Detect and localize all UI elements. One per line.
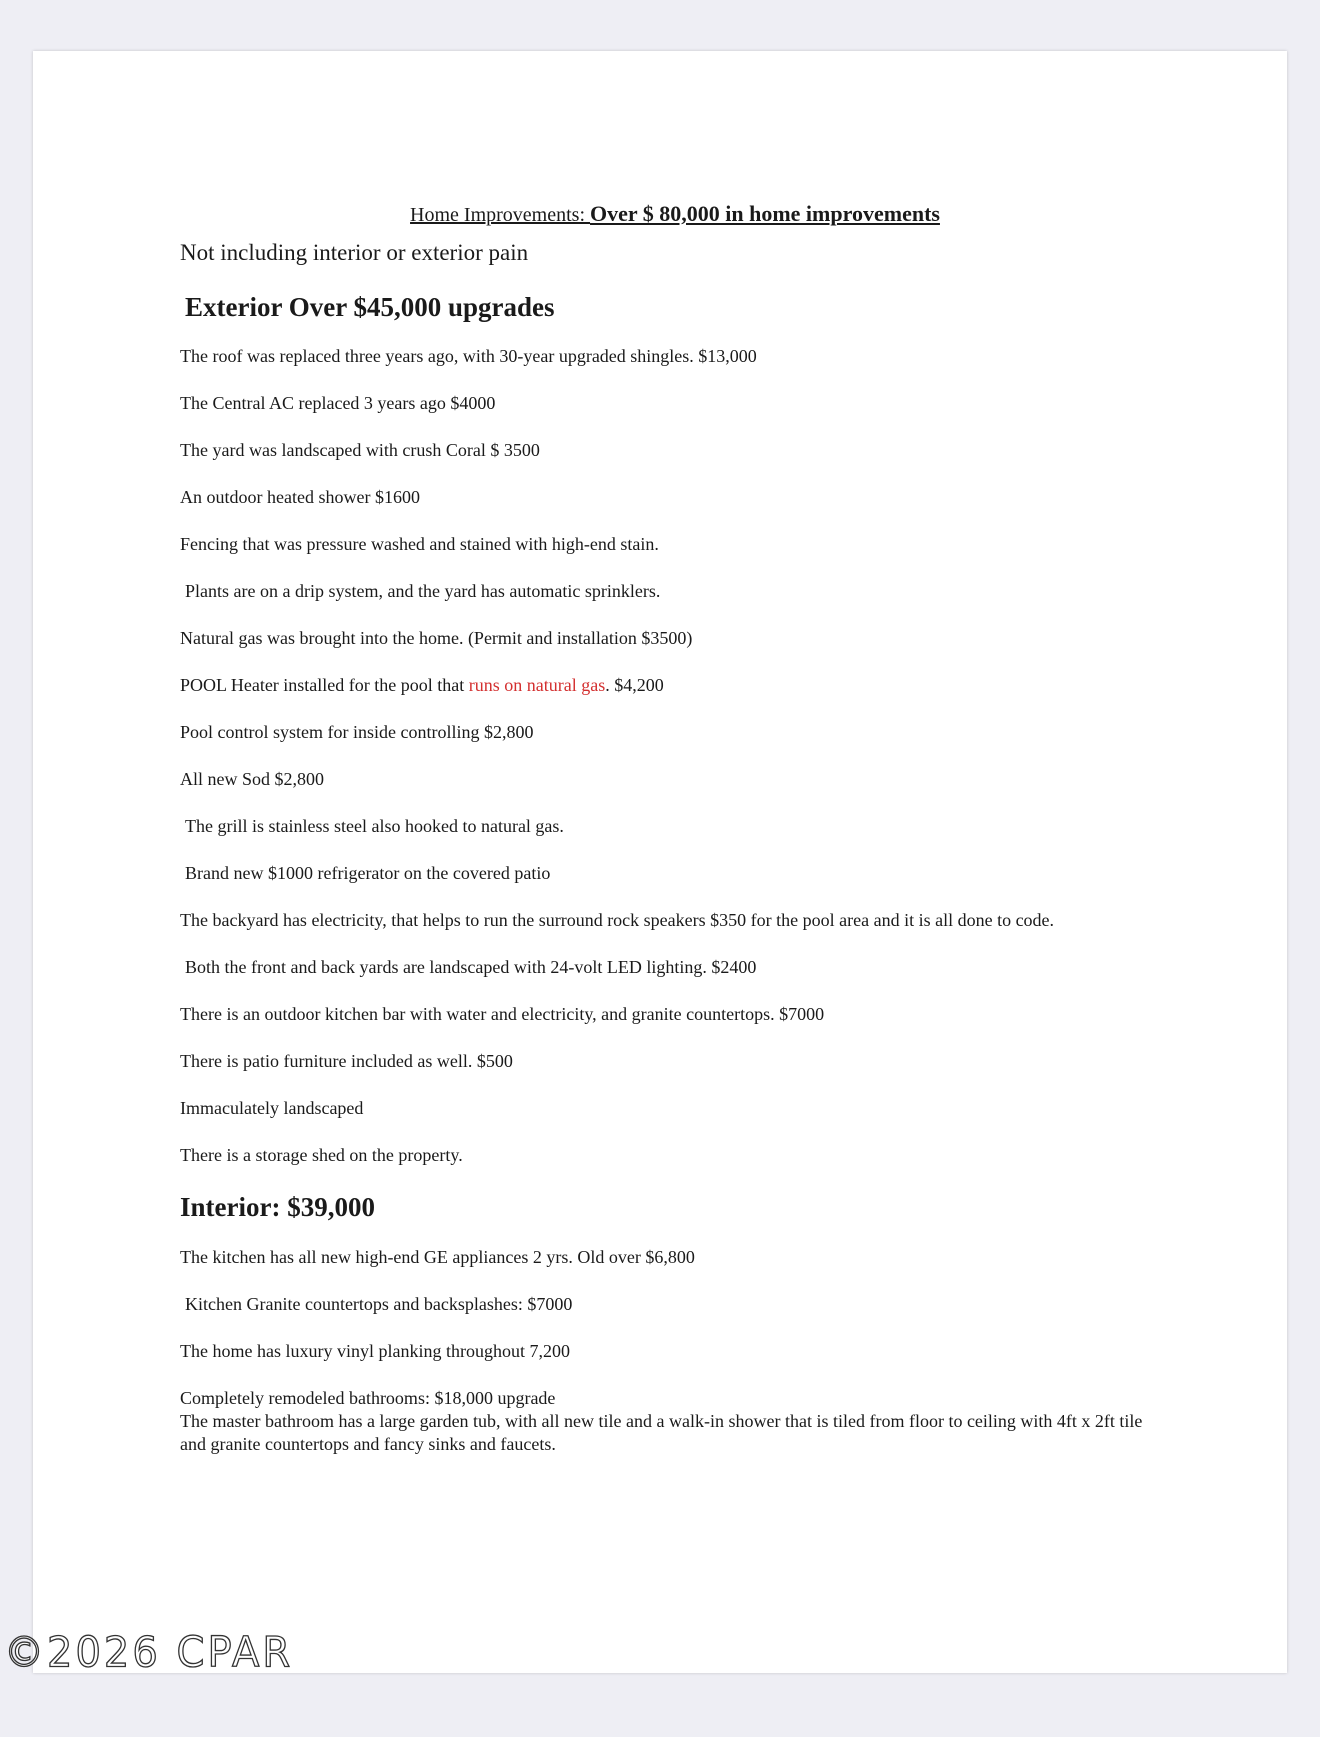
exterior-item-fencing: Fencing that was pressure washed and stained with high-end stain. xyxy=(180,534,659,555)
interior-item-bathrooms: Completely remodeled bathrooms: $18,000 upgrade xyxy=(180,1387,556,1408)
exterior-item-patio-furniture: There is patio furniture included as well. $500 xyxy=(180,1051,513,1072)
exterior-item-outdoor-shower: An outdoor heated shower $1600 xyxy=(180,487,420,508)
interior-item-vinyl: The home has luxury vinyl planking throughout 7,200 xyxy=(180,1340,570,1361)
exterior-item-central-ac: The Central AC replaced 3 years ago $4000 xyxy=(180,393,496,414)
exterior-item-backyard-electricity: The backyard has electricity, that helps to run the surround rock speakers $350 for the pool area and it is all done to code. xyxy=(180,910,1055,931)
exterior-item-outdoor-kitchen: There is an outdoor kitchen bar with water and electricity, and granite countertops. $7000 xyxy=(180,1004,825,1025)
exterior-item-led-lighting: Both the front and back yards are landscaped with 24-volt LED lighting. $2400 xyxy=(185,957,757,978)
exterior-item-sod: All new Sod $2,800 xyxy=(180,769,324,790)
exterior-item-pool-control: Pool control system for inside controlling $2,800 xyxy=(180,722,534,743)
pool-heater-highlight: runs on natural gas xyxy=(468,675,606,696)
exterior-heading: Exterior Over $45,000 upgrades xyxy=(185,291,555,322)
copyright-watermark: ©2026 CPAR xyxy=(4,1628,294,1678)
exterior-item-refrigerator: Brand new $1000 refrigerator on the covered patio xyxy=(185,863,551,884)
exterior-item-grill: The grill is stainless steel also hooked to natural gas. xyxy=(185,816,564,837)
exterior-item-landscaped: Immaculately landscaped xyxy=(180,1098,364,1119)
pool-heater-text: POOL Heater installed for the pool that xyxy=(180,675,469,696)
subtitle: Not including interior or exterior pain xyxy=(180,240,529,266)
exterior-item-roof: The roof was replaced three years ago, with 30-year upgraded shingles. $13,000 xyxy=(180,346,757,367)
exterior-item-yard-coral: The yard was landscaped with crush Coral $ 3500 xyxy=(180,440,540,461)
title-prefix: Home Improvements: xyxy=(410,204,591,226)
interior-item-master-bath: The master bathroom has a large garden tub, with all new tile and a walk-in shower that is tiled from floor to ceiling with 4ft x 2ft tile and granite countertops and fancy sinks and faucets. xyxy=(180,1410,1143,1454)
document-page xyxy=(33,51,1287,1673)
pool-heater-price: . $4,200 xyxy=(605,675,664,696)
document-title xyxy=(180,201,1170,227)
exterior-item-storage-shed: There is a storage shed on the property. xyxy=(180,1145,463,1166)
exterior-item-natural-gas: Natural gas was brought into the home. (Permit and installation $3500) xyxy=(180,628,693,649)
exterior-item-drip-system: Plants are on a drip system, and the yard has automatic sprinklers. xyxy=(185,581,661,602)
interior-item-granite: Kitchen Granite countertops and backsplashes: $7000 xyxy=(185,1293,573,1314)
exterior-item-pool-heater xyxy=(180,674,1170,697)
interior-heading: Interior: $39,000 xyxy=(180,1192,375,1223)
interior-item-appliances: The kitchen has all new high-end GE appliances 2 yrs. Old over $6,800 xyxy=(180,1246,695,1267)
title-main: Over $ 80,000 in home improvements xyxy=(590,201,940,226)
document-content xyxy=(180,201,1170,1480)
